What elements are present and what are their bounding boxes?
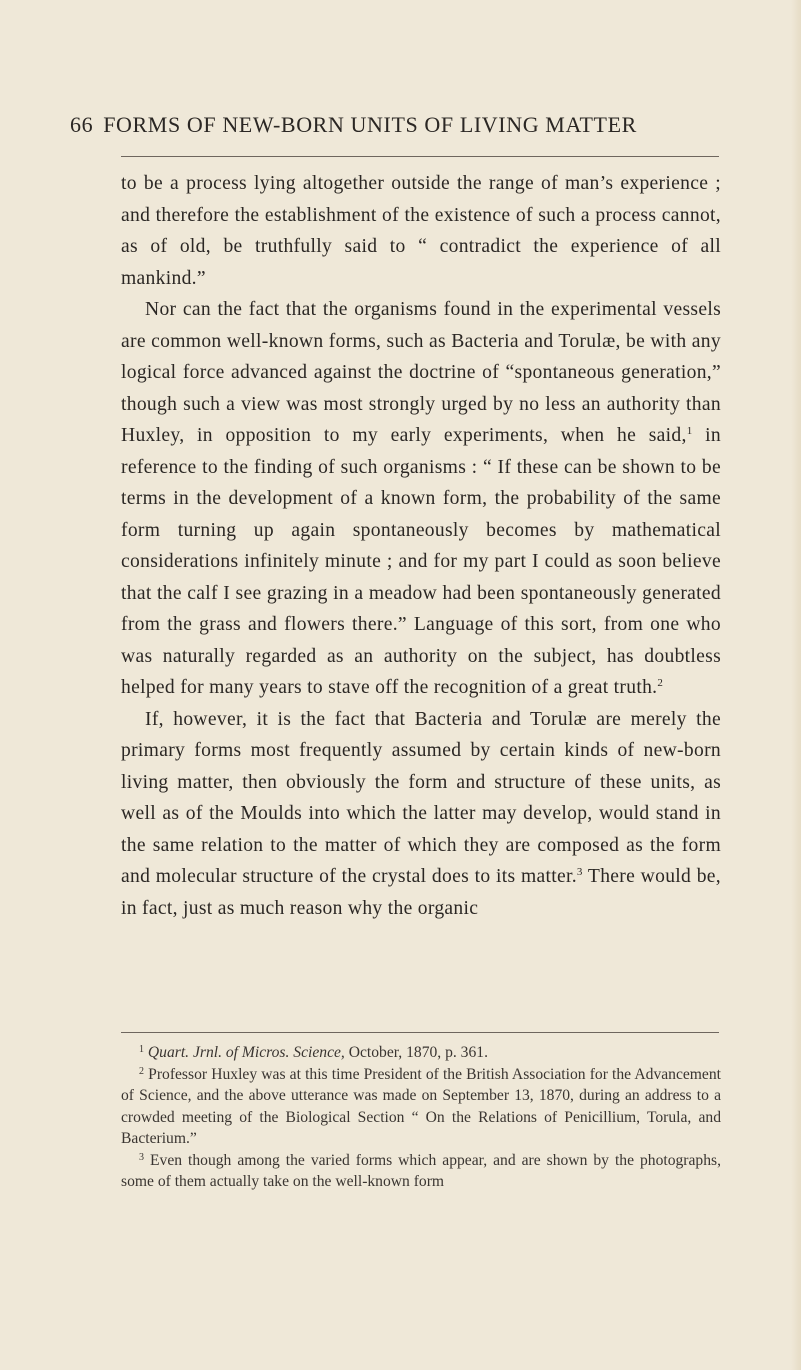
footnotes	[121, 1042, 721, 1193]
footnote-2-mark: 2	[139, 1065, 144, 1077]
footnote-ref-2: 2	[657, 677, 664, 689]
footnote-rule	[121, 1032, 719, 1033]
footnote-ref-3: 3	[576, 866, 583, 878]
running-header	[70, 112, 740, 138]
page-edge	[791, 0, 801, 1370]
paragraph-2	[121, 294, 721, 704]
paragraph-3-text-a: If, however, it is the fact that Bacteria and Torulæ are merely the primary forms most frequently assumed by certain kinds of new-born living matter, then obviously the form and structure of these units, as well as of the Moulds into which the latter may develop, would stand in the same relation to the matter of which they are composed as the form and molecular structure of the crystal does to its matter.	[121, 708, 721, 887]
body-text	[121, 168, 721, 924]
paragraph-1-text: to be a process lying altogether outside the range of man’s experience ; and therefore the establishment of the existence of such a process cannot, as of old, be truthfully said to “ contradict the experience of all mankind.”	[121, 173, 721, 289]
paragraph-2-text-a: Nor can the fact that the organisms found in the experimental vessels are common well-known forms, such as Bacteria and Torulæ, be with any logical force advanced against the doctrine of “spontaneous generation,” though such a view was most strongly urged by no less an authority than Huxley, in opposition to my early experiments, when he said,	[121, 299, 721, 446]
paragraph-3-text-b: There would be, in fact, just as much reason why the organic	[121, 866, 721, 919]
footnote-2	[121, 1064, 721, 1150]
footnote-2-text: Professor Huxley was at this time President of the British Association for the Advancement of Science, and the above utterance was made on September 13, 1870, during an address to a crowded meeting of the Biological Section “ On the Relations of Penicillium, Torula, and Bacterium.”	[121, 1065, 721, 1147]
paragraph-1	[121, 168, 721, 294]
footnote-1	[121, 1042, 721, 1064]
footnote-3-text: Even though among the varied forms which appear, and are shown by the photographs, some of them actually take on the well-known form	[121, 1151, 721, 1190]
footnote-1-detail: October, 1870, p. 361.	[344, 1044, 488, 1061]
footnote-1-mark: 1	[139, 1044, 144, 1055]
footnote-ref-1: 1	[686, 425, 693, 437]
paragraph-3	[121, 704, 721, 925]
header-rule	[121, 156, 719, 157]
footnote-3	[121, 1150, 721, 1193]
page-number: 66	[70, 112, 94, 137]
footnote-1-source: Quart. Jrnl. of Micros. Science,	[147, 1044, 345, 1061]
paragraph-2-text-b: in reference to the finding of such organisms : “ If these can be shown to be terms in the development of a known form, the probability of the same form turning up again spontaneously becomes by mathematical considerations infinitely minute ; and for my part I could as soon believe that the calf I see grazing in a meadow had been spontaneously generated from the grass and flowers there.” Language of this sort, from one who was naturally regarded as an authority on the subject, has doubtless helped for many years to stave off the recognition of a great truth.	[121, 425, 721, 698]
running-title: FORMS OF NEW-BORN UNITS OF LIVING MATTER	[103, 112, 637, 137]
footnote-3-mark: 3	[139, 1151, 144, 1163]
